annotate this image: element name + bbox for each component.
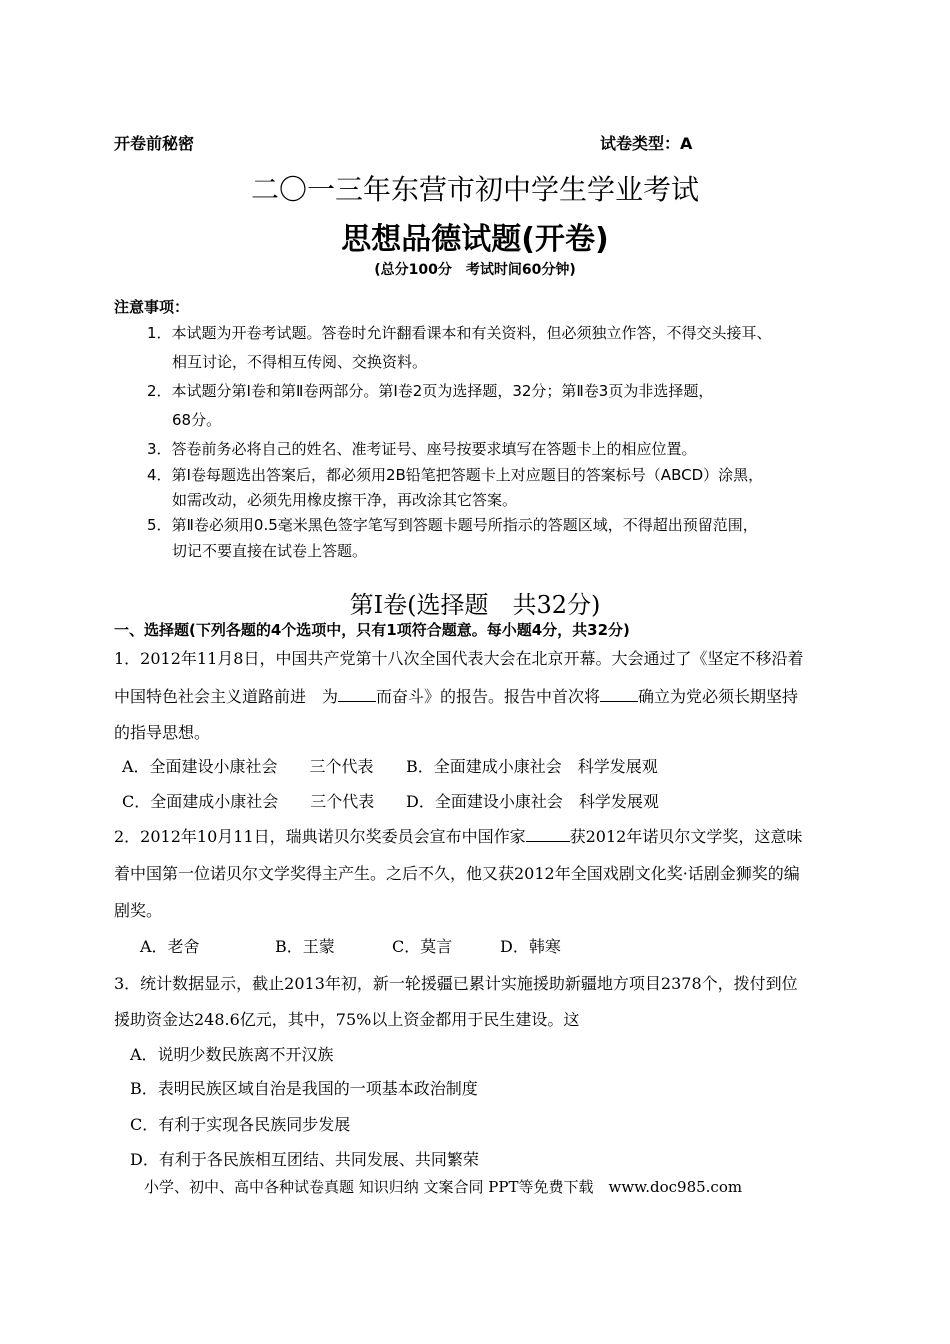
exam-title: 二〇一三年东营市初中学生学业考试 <box>250 173 699 206</box>
section-title: 第Ⅰ卷(选择题 共32分) <box>349 591 601 619</box>
notes-heading: 注意事项： <box>114 298 190 316</box>
question-2-line: 剧奖。 <box>114 901 163 920</box>
page-footer: 小学、初中、高中各种试卷真题 知识归纳 文案合同 PPT等免费下载 www.doc985.com <box>144 1178 743 1196</box>
answer-blank <box>526 827 570 842</box>
question-3-option-b: B．表明民族区域自治是我国的一项基本政治制度 <box>130 1079 478 1098</box>
question-1-text: 中国特色社会主义道路前进 为 <box>114 687 339 706</box>
question-1-line <box>114 684 798 707</box>
note-item: 5．第Ⅱ卷必须用0.5毫米黑色签字笔写到答题卡题号所指示的答题区域，不得超出预留范围， <box>147 516 758 534</box>
question-2-text: 2．2012年10月11日，瑞典诺贝尔奖委员会宣布中国作家 <box>114 827 526 846</box>
question-2-line: 着中国第一位诺贝尔文学奖得主产生。之后不久，他又获2012年全国戏剧文化奖·话剧金狮奖的编 <box>114 864 800 883</box>
note-item: 68分。 <box>172 411 222 429</box>
paper-type-label: 试卷类型：A <box>600 134 693 153</box>
question-2-option-c: C．莫言 <box>392 937 453 956</box>
secret-label: 开卷前秘密 <box>114 134 195 153</box>
question-1-option-a: A．全面建设小康社会 三个代表 <box>122 757 374 776</box>
question-3-option-c: C．有利于实现各民族同步发展 <box>130 1115 351 1134</box>
exam-info: (总分100分 考试时间60分钟) <box>374 262 576 278</box>
question-3-line: 3．统计数据显示，截止2013年初，新一轮援疆已累计实施援助新疆地方项目2378个，拨付到位 <box>114 974 798 993</box>
note-item: 如需改动，必须先用橡皮擦干净，再改涂其它答案。 <box>172 491 518 509</box>
question-2-option-b: B．王蒙 <box>275 937 335 956</box>
question-2-line <box>114 824 802 847</box>
question-1-text: 而奋斗》的报告。报告中首次将 <box>376 687 601 706</box>
question-3-option-d: D．有利于各民族相互团结、共同发展、共同繁荣 <box>130 1150 479 1169</box>
note-item: 1．本试题为开卷考试题。答卷时允许翻看课本和有关资料，但必须独立作答，不得交头接耳、 <box>147 324 772 342</box>
note-item: 3．答卷前务必将自己的姓名、准考证号、座号按要求填写在答题卡上的相应位置。 <box>147 440 697 458</box>
note-item: 相互讨论，不得相互传阅、交换资料。 <box>172 353 428 371</box>
question-2-text: 获2012年诺贝尔文学奖，这意味 <box>569 827 803 846</box>
question-2-option-d: D．韩寒 <box>500 937 561 956</box>
question-1-option-d: D．全面建设小康社会 科学发展观 <box>406 792 659 811</box>
question-2-option-a: A．老舍 <box>140 937 200 956</box>
question-1-option-c: C．全面建成小康社会 三个代表 <box>122 792 375 811</box>
note-item: 4．第Ⅰ卷每题选出答案后，都必须用2B铅笔把答题卡上对应题目的答案标号（ABCD）涂黑， <box>147 466 764 484</box>
note-item: 切记不要直接在试卷上答题。 <box>172 542 368 560</box>
answer-blank <box>600 687 638 702</box>
question-1-line: 的指导思想。 <box>114 723 211 742</box>
note-item: 2．本试题分第Ⅰ卷和第Ⅱ卷两部分。第Ⅰ卷2页为选择题，32分；第Ⅱ卷3页为非选择题， <box>147 382 714 400</box>
question-1-option-b: B．全面建成小康社会 科学发展观 <box>406 757 658 776</box>
question-3-option-a: A．说明少数民族离不开汉族 <box>130 1045 334 1064</box>
question-1-text: 确立为党必须长期坚持 <box>638 687 799 706</box>
question-1-line: 1．2012年11月8日，中国共产党第十八次全国代表大会在北京开幕。大会通过了《坚定不移沿着 <box>114 649 804 668</box>
question-3-line: 援助资金达248.6亿元，其中，75%以上资金都用于民生建设。这 <box>114 1010 580 1029</box>
answer-blank <box>338 687 376 702</box>
subject-title: 思想品德试题(开卷) <box>341 222 609 257</box>
section-instruction: 一、选择题(下列各题的4个选项中，只有1项符合题意。每小题4分，共32分) <box>114 621 630 639</box>
